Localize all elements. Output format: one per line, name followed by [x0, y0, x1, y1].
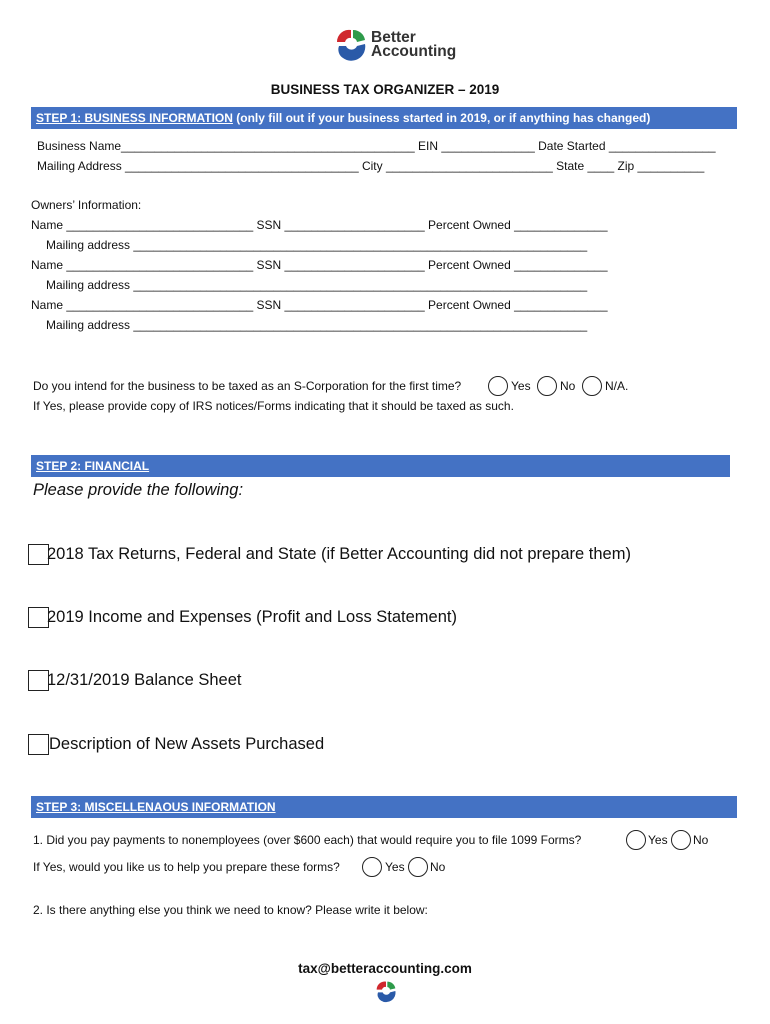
scorp-na-label: N/A. — [605, 379, 629, 393]
q1099-yes-label: Yes — [648, 833, 668, 847]
question-1099: 1. Did you pay payments to nonemployees (over $600 each) that would require you to file 1099 Forms? — [33, 833, 582, 847]
footer-logo-icon — [374, 979, 398, 1003]
checkbox-new-assets[interactable] — [28, 734, 49, 755]
q1099-no-radio[interactable] — [671, 830, 691, 850]
owner-name-line[interactable]: Name ____________________________ SSN _____________________ Percent Owned ______________ — [31, 258, 608, 272]
owner-address-line[interactable]: Mailing address ____________________________________________________________________ — [46, 278, 588, 292]
step3-header — [31, 796, 737, 818]
scorp-na-radio[interactable] — [582, 376, 602, 396]
step2-header — [31, 455, 730, 477]
checkbox-income-expenses[interactable] — [28, 607, 49, 628]
q1099-no-label: No — [693, 833, 709, 847]
logo-text-line2: Accounting — [371, 43, 457, 60]
business-info-line[interactable]: Business Name____________________________________________ EIN ______________ Date Started ________________ — [37, 139, 716, 153]
checkbox-balance-sheet[interactable] — [28, 670, 49, 691]
item-balance-sheet: 12/31/2019 Balance Sheet — [47, 671, 242, 689]
step1-note: (only fill out if your business started in 2019, or if anything has changed) — [232, 111, 651, 125]
owner-address-line[interactable]: Mailing address ____________________________________________________________________ — [46, 238, 588, 252]
help-no-radio[interactable] — [408, 857, 428, 877]
checkbox-tax-returns[interactable] — [28, 544, 49, 565]
question-anything-else: 2. Is there anything else you think we need to know? Please write it below: — [33, 903, 428, 917]
scorp-note: If Yes, please provide copy of IRS notices/Forms indicating that it should be taxed as such. — [33, 399, 514, 413]
step3-heading: STEP 3: MISCELLENAOUS INFORMATION — [36, 800, 276, 814]
logo — [333, 24, 458, 66]
step2-intro: Please provide the following: — [33, 481, 244, 499]
owner-name-line[interactable]: Name ____________________________ SSN _____________________ Percent Owned ______________ — [31, 298, 608, 312]
footer-email[interactable]: tax@betteraccounting.com — [298, 961, 472, 976]
page-title: BUSINESS TAX ORGANIZER – 2019 — [270, 82, 500, 97]
scorp-yes-label: Yes — [511, 379, 531, 393]
item-tax-returns: 2018 Tax Returns, Federal and State (if Better Accounting did not prepare them) — [47, 545, 631, 563]
step1-heading: STEP 1: BUSINESS INFORMATION — [36, 111, 233, 125]
help-yes-label: Yes — [385, 860, 405, 874]
mailing-address-line[interactable]: Mailing Address ___________________________________ City _________________________ State ____ Zip __________ — [37, 159, 705, 173]
step1-header — [31, 107, 737, 129]
owners-info-label: Owners’ Information: — [31, 198, 142, 212]
item-new-assets: Description of New Assets Purchased — [49, 735, 325, 753]
scorp-yes-radio[interactable] — [488, 376, 508, 396]
step2-heading: STEP 2: FINANCIAL — [36, 459, 150, 473]
help-no-label: No — [430, 860, 446, 874]
logo-mark-icon — [333, 26, 369, 62]
q1099-yes-radio[interactable] — [626, 830, 646, 850]
scorp-question: Do you intend for the business to be taxed as an S-Corporation for the first time? — [33, 379, 462, 393]
scorp-no-radio[interactable] — [537, 376, 557, 396]
logo-text-line1: Better — [371, 29, 416, 46]
owner-name-line[interactable]: Name ____________________________ SSN _____________________ Percent Owned ______________ — [31, 218, 608, 232]
help-yes-radio[interactable] — [362, 857, 382, 877]
question-help-forms: If Yes, would you like us to help you prepare these forms? — [33, 860, 340, 874]
item-income-expenses: 2019 Income and Expenses (Profit and Loss Statement) — [47, 608, 457, 626]
scorp-no-label: No — [560, 379, 576, 393]
owner-address-line[interactable]: Mailing address ____________________________________________________________________ — [46, 318, 588, 332]
